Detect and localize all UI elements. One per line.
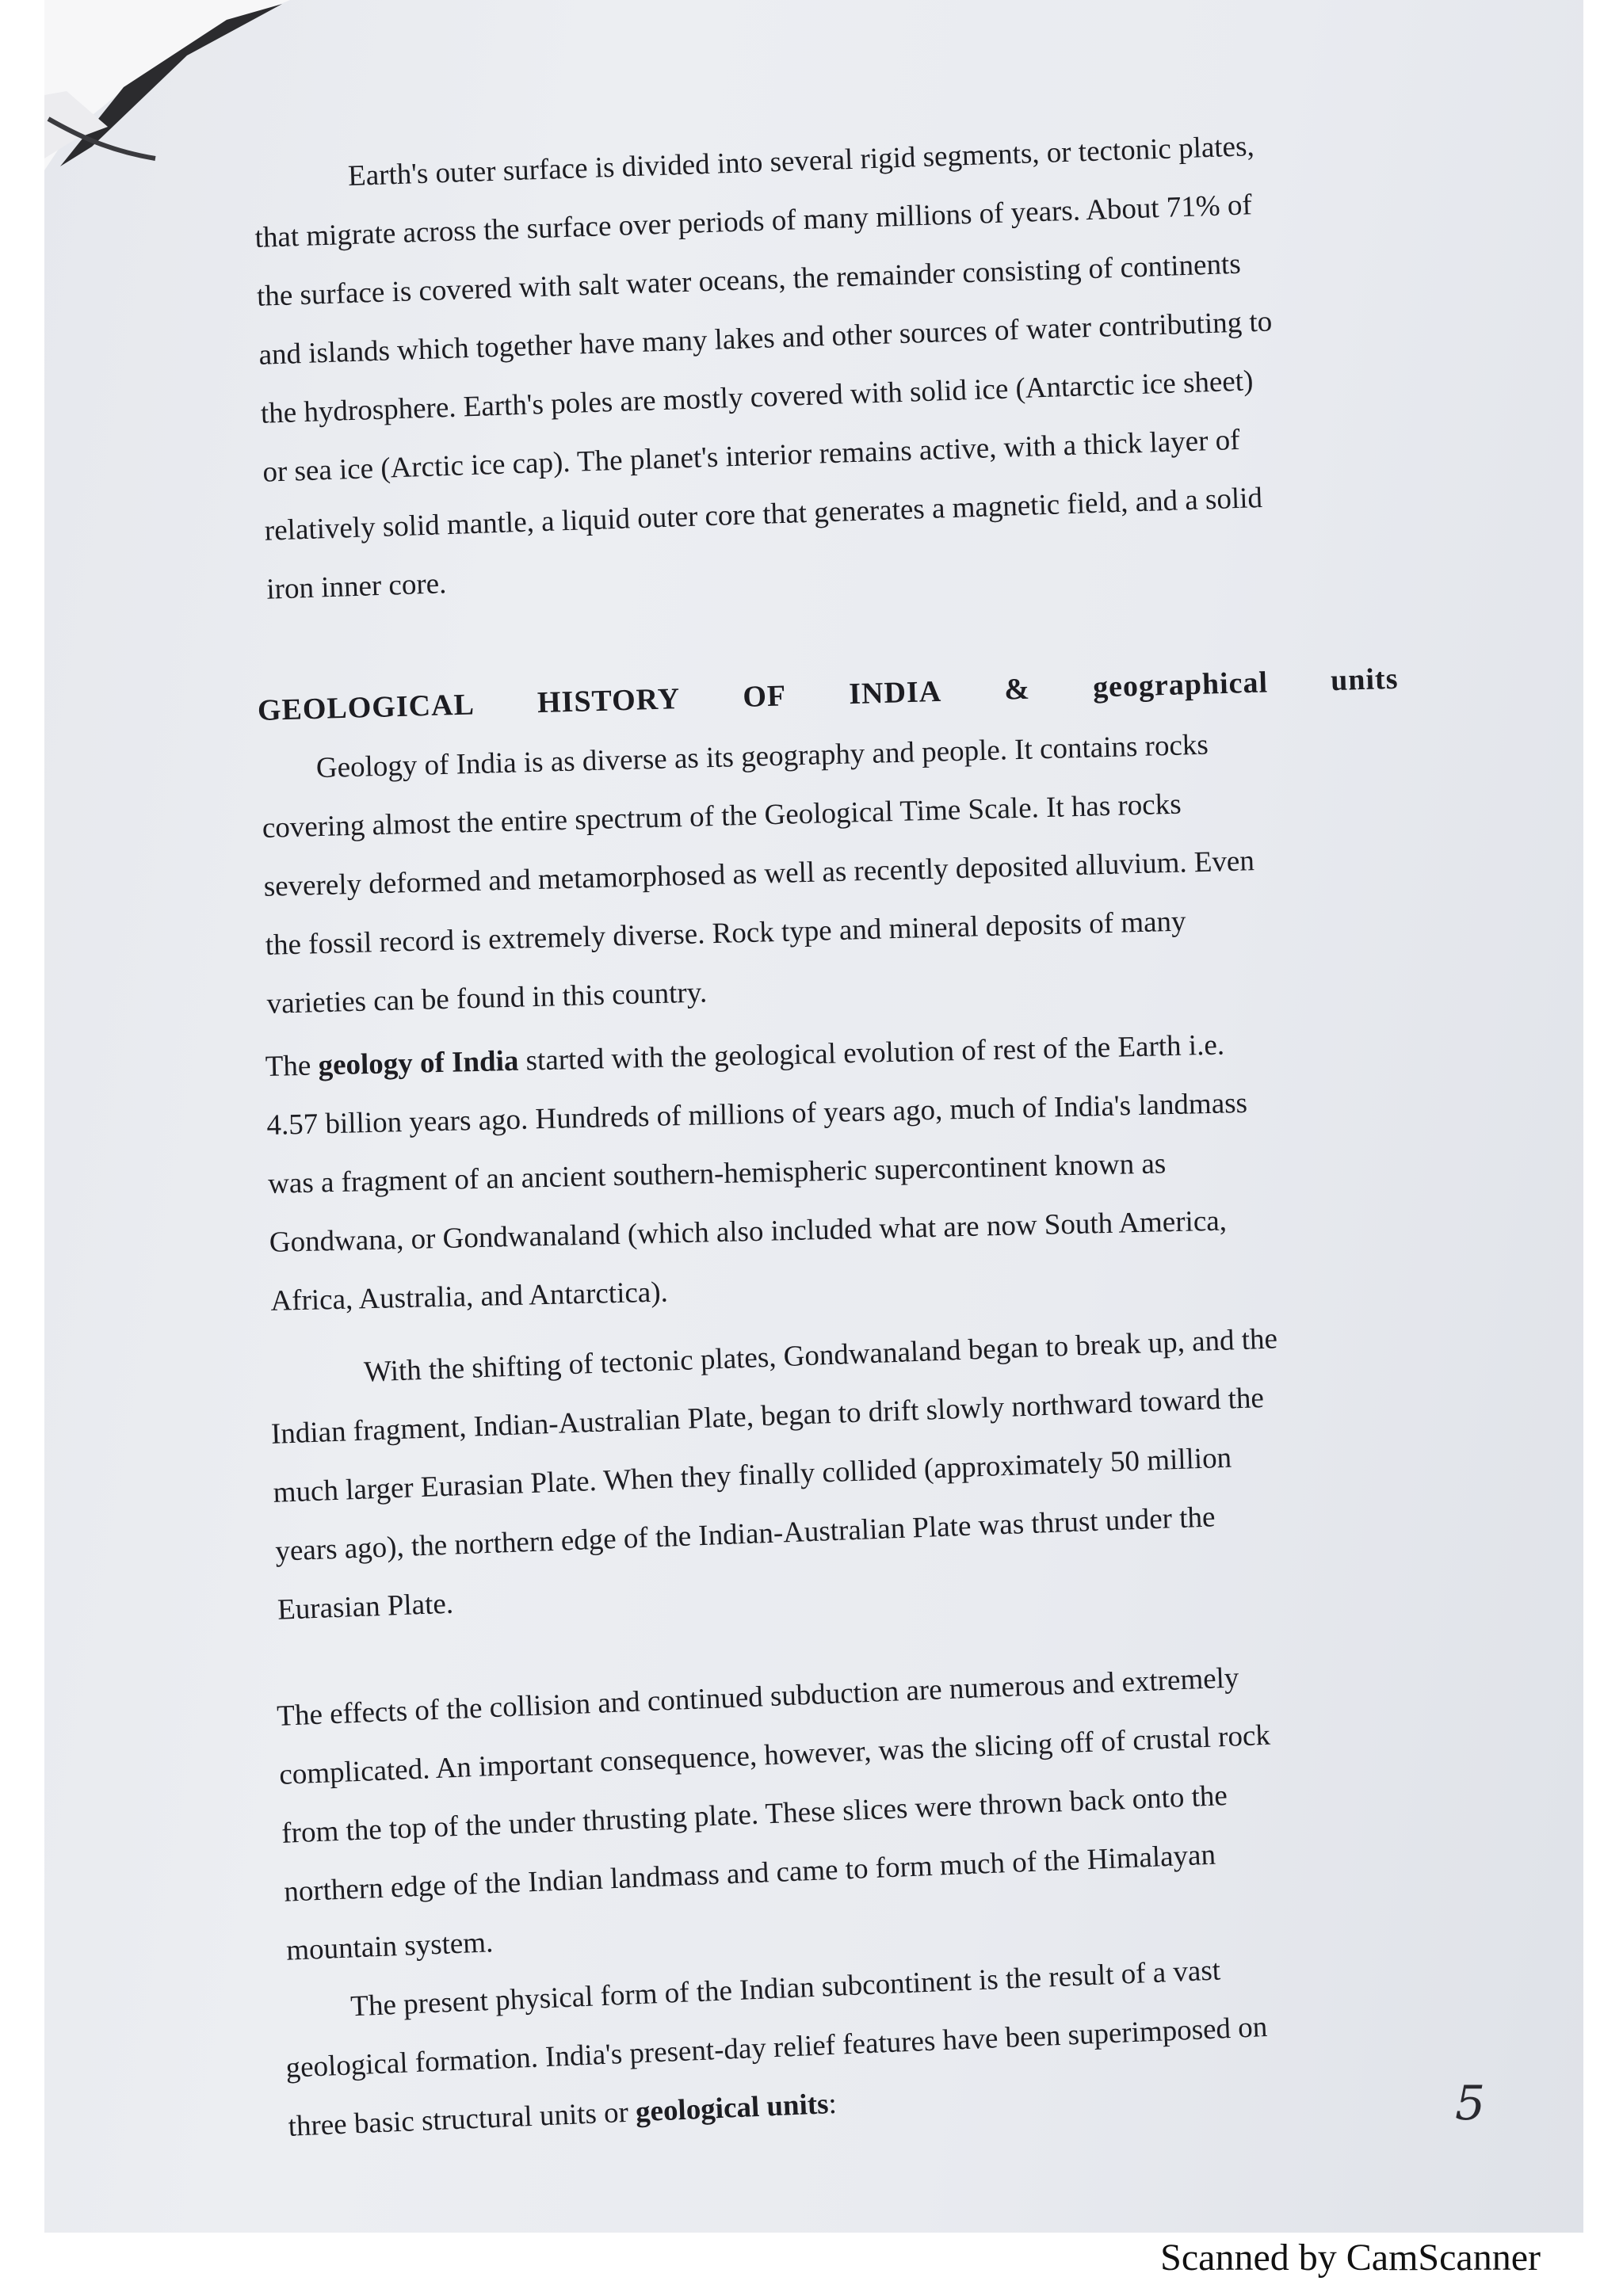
heading-word: units [1330,662,1399,698]
text-line: much larger Eurasian Plate. When they finally collided (approximately 50 million [273,1441,1232,1509]
text-line: mountain system. [285,1926,495,1967]
text-line: from the top of the under thrusting plate. These slices were thrown back onto the [281,1779,1228,1850]
text-line: the surface is covered with salt water oceans, the remainder consisting of continents [256,247,1242,313]
text-line: northern edge of the Indian landmass and came to form much of the Himalayan [283,1838,1216,1909]
text-line: and islands which together have many lakes and other sources of water contributing to [258,305,1273,372]
text-run: started with the geological evolution of rest of the Earth i.e. [517,1028,1225,1077]
text-line: Africa, Australia, and Antarctica). [270,1276,669,1318]
text-line: years ago), the northern edge of the Indian-Australian Plate was thrust under the [274,1501,1216,1568]
text-line: or sea ice (Arctic ice cap). The planet's interior remains active, with a thick layer of [262,423,1241,489]
text-line: relatively solid mantle, a liquid outer core that generates a magnetic field, and a solid [264,481,1263,547]
text-line: Geology of India is as diverse as its geography and people. It contains rocks [315,728,1209,785]
text-line: The present physical form of the Indian subcontinent is the result of a vast [349,1954,1221,2023]
bold-term: geology of India [318,1044,519,1082]
text-line: The effects of the collision and continued subduction are numerous and extremely [276,1661,1240,1733]
paragraph-earth-surface [252,113,1408,606]
text-line: that migrate across the surface over periods of many millions of years. About 71% of [254,189,1253,254]
text-line: the fossil record is extremely diverse. Rock type and mineral deposits of many [265,905,1187,962]
text-line: severely deformed and metamorphosed as well as recently deposited alluvium. Even [263,845,1255,903]
heading-word: & [1003,672,1031,707]
text-run: The [265,1049,319,1083]
text-line: complicated. An important consequence, however, was the slicing off of crustal rock [278,1718,1271,1791]
heading-word: OF [742,679,787,714]
text-line: Indian fragment, Indian-Australian Plate, began to drift slowly northward toward the [270,1382,1265,1451]
heading-word: GEOLOGICAL [257,688,475,727]
text-line: geological formation. India's present-day relief features have been superimposed on [285,2011,1268,2084]
text-line: was a fragment of an ancient southern-hemispheric supercontinent known as [267,1147,1167,1200]
paragraph-collision-effects [276,1642,1400,1967]
scanned-page [44,0,1583,2233]
text-line: covering almost the entire spectrum of the Geological Time Scale. It has rocks [262,788,1182,845]
text-line: Gondwana, or Gondwanaland (which also included what are now South America, [269,1204,1228,1259]
text-line: iron inner core. [265,567,447,606]
text-line: varieties can be found in this country. [266,976,708,1020]
text-line: Eurasian Plate. [277,1587,454,1627]
text-run: three basic structural units or [287,2096,636,2143]
heading-word: INDIA [848,674,942,711]
handwritten-page-number: 5 [1455,2076,1486,2131]
text-run: : [827,2087,838,2121]
text-line: Earth's outer surface is divided into several rigid segments, or tectonic plates, [347,130,1255,193]
heading-word: HISTORY [537,682,681,720]
bold-term: geological units [635,2088,830,2129]
text-line: 4.57 billion years ago. Hundreds of millions of years ago, much of India's landmass [266,1086,1248,1142]
heading-word: geographical [1092,666,1269,704]
camscanner-watermark: Scanned by CamScanner [1160,2237,1541,2279]
text-line: With the shifting of tectonic plates, Gondwanaland began to break up, and the [363,1322,1278,1389]
text-line: the hydrosphere. Earth's poles are mostly covered with solid ice (Antarctic ice sheet) [260,364,1254,430]
